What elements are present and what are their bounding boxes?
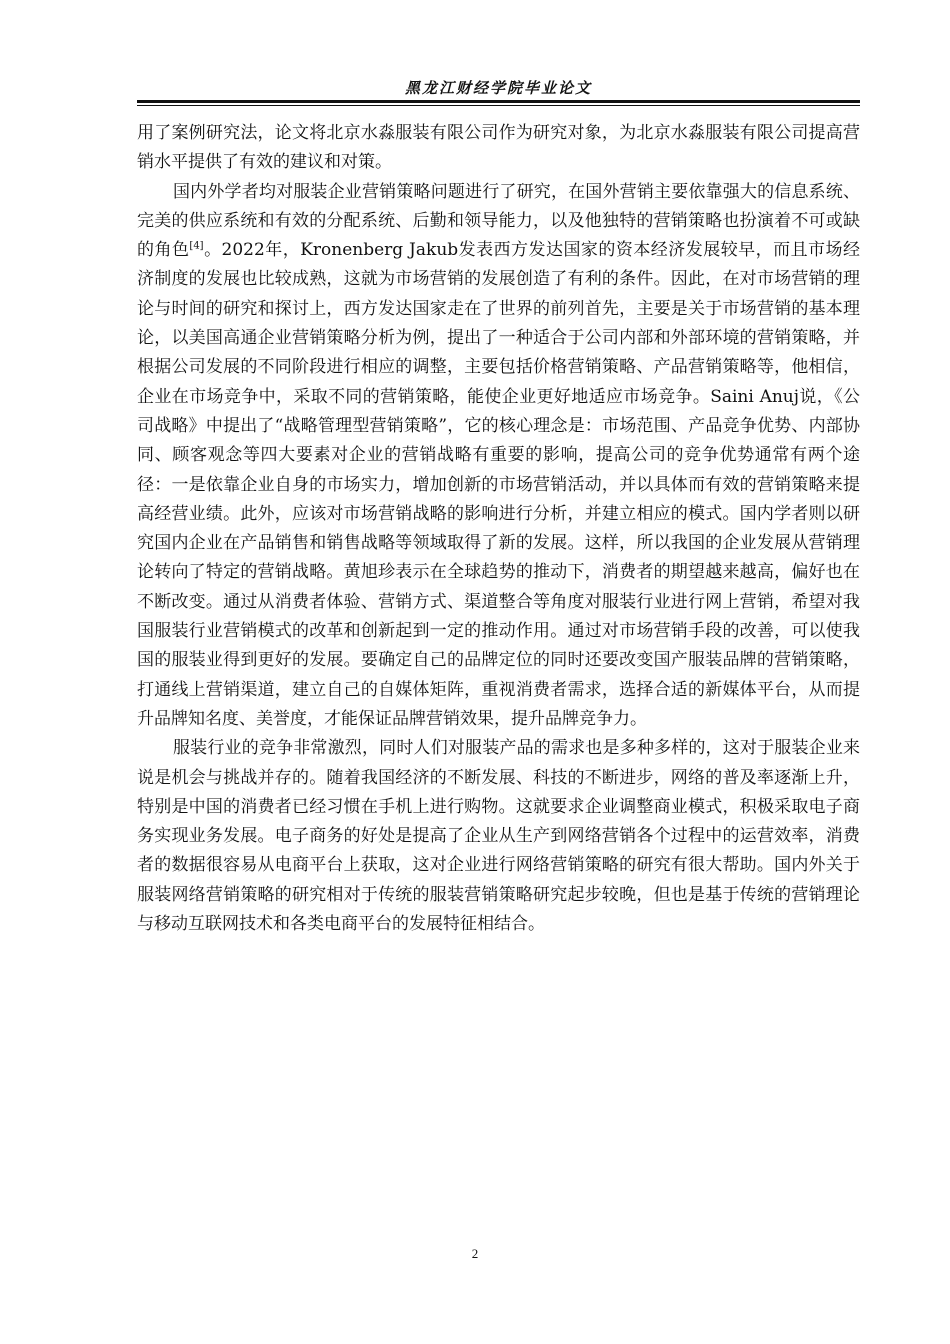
paragraph-continuation: 用了案例研究法，论文将北京水淼服装有限公司作为研究对象，为北京水淼服装有限公司提高营销水平提供了有效的建议和对策。 — [137, 123, 860, 173]
paragraph-industry-competition: 服装行业的竞争非常激烈，同时人们对服装产品的需求也是多种多样的，这对于服装企业来说是机会与挑战并存的。随着我国经济的不断发展、科技的不断进步，网络的普及率逐渐上升，特别是中国的消费者已经习惯在手机上进行购物。这就要求企业调整商业模式，积极采取电子商务实现业务发展。电子商务的好处是提高了企业从生产到网络营销各个过程中的运营效率，消费者的数据很容易从电商平台上获取，这对企业进行网络营销策略的研究有很大帮助。国内外关于服装网络营销策略的研究相对于传统的服装营销策略研究起步较晚，但也是基于传统的营销理论与移动互联网技术和各类电商平台的发展特征相结合。 — [137, 738, 860, 935]
paragraph-text-after-citation: 。2022年，Kronenberg Jakub发表西方发达国家的资本经济发展较早，而且市场经济制度的发展也比较成熟，这就为市场营销的发展创造了有利的条件。因此，在对市场营销的理论与时间的研究和探讨上，西方发达国家走在了世界的前列首先，主要是关于市场营销的基本理论，以美国高通企业营销策略分析为例，提出了一种适合于公司内部和外部环境的营销策略，并根据公司发展的不同阶段进行相应的调整，主要包括价格营销策略、产品营销策略等，他相信，企业在市场竞争中，采取不同的营销策略，能使企业更好地适应市场竞争。Saini Anuj说，《公司战略》中提出了“战略管理型营销策略”，它的核心理念是：市场范围、产品竞争优势、内部协同、顾客观念等四大要素对企业的营销战略有重要的影响，提高公司的竞争优势通常有两个途径：一是依靠企业自身的市场实力，增加创新的市场营销活动，并以具体而有效的营销策略来提高经营业绩。此外，应该对市场营销战略的影响进行分析，并建立相应的模式。国内学者则以研究国内企业在产品销售和销售战略等领域取得了新的发展。这样，所以我国的企业发展从营销理论转向了特定的营销战略。黄旭珍表示在全球趋势的推动下，消费者的期望越来越高，偏好也在不断改变。通过从消费者体验、营销方式、渠道整合等角度对服装行业进行网上营销，希望对我国服装行业营销模式的改革和创新起到一定的推动作用。通过对市场营销手段的改善，可以使我国的服装业得到更好的发展。要确定自己的品牌定位的同时还要改变国产服装品牌的营销策略，打通线上营销渠道，建立自己的自媒体矩阵，重视消费者需求，选择合适的新媒体平台，从而提升品牌知名度、美誉度，才能保证品牌营销效果，提升品牌竞争力。 — [137, 240, 860, 729]
page-number: 2 — [471, 1246, 479, 1261]
paragraph-text-before-citation: 国内外学者均对服装企业营销策略问题进行了研究，在国外营销主要依靠强大的信息系统、完美的供应系统和有效的分配系统、后勤和领导能力，以及他独特的营销策略也扮演着不可或缺的角色 — [137, 181, 860, 261]
body-text — [137, 119, 860, 939]
paragraph-literature-review — [137, 178, 860, 735]
page-header-title: 黑龙江财经学院毕业论文 — [404, 79, 592, 97]
header-rule-thin — [137, 105, 860, 106]
citation-marker: [4] — [189, 240, 204, 252]
header-rule-thick — [137, 100, 860, 103]
